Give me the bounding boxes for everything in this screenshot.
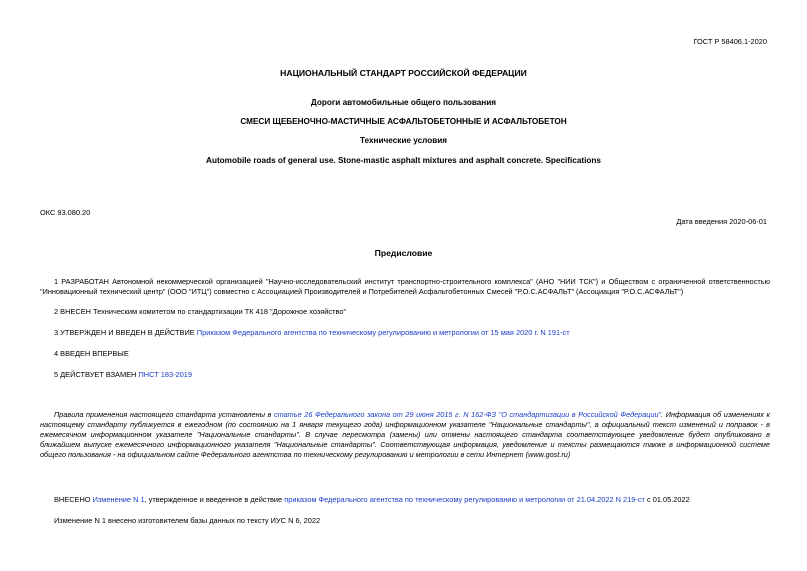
- document-code: ГОСТ Р 58406.1-2020: [693, 37, 767, 46]
- order-191-link[interactable]: Приказом Федерального агентства по техническому регулированию и метрологии от 15 мая 2020 г. N 191-ст: [196, 328, 570, 337]
- foreword-heading: Предисловие: [374, 248, 433, 258]
- amendment-note: [54, 495, 690, 504]
- intro-date: Дата введения 2020-06-01: [676, 217, 767, 226]
- rules-text-1: Правила применения настоящего стандарта установлены в: [54, 410, 274, 419]
- federal-law-link[interactable]: статье 26 Федерального закона от 29 июня 2015 г. N 162-ФЗ "О стандартизации в Российской Федерации": [273, 410, 662, 419]
- standard-heading: НАЦИОНАЛЬНЫЙ СТАНДАРТ РОССИЙСКОЙ ФЕДЕРАЦИИ: [280, 68, 527, 78]
- title-ru-line-1: Дороги автомобильные общего пользования: [310, 98, 497, 107]
- order-219-link[interactable]: приказом Федерального агентства по техническому регулированию и метрологии от 21.04.2022 N 219-ст: [284, 495, 645, 504]
- amend-prefix: ВНЕСЕНО: [54, 495, 93, 504]
- title-ru-line-3: Технические условия: [359, 136, 448, 145]
- pnst-link[interactable]: ПНСТ 183-2019: [138, 370, 192, 379]
- foreword-item-1: 1 РАЗРАБОТАН Автономной некоммерческой организацией "Научно-исследовательский институт транспортно-строительного комплекса" (АНО "НИИ ТСК") и Обществом с ограниченной ответственностью "Инновационный технический центр" (ООО "ИТЦ") совместно с Ассоциацией Производителей и Потребителей Асфальтобетонных Смесей "Р.О.С.АСФАЛЬТ" (Ассоциация "Р.О.С.АСФАЛЬТ"): [40, 277, 770, 296]
- item-3-text: 3 УТВЕРЖДЕН И ВВЕДЕН В ДЕЙСТВИЕ: [54, 328, 197, 337]
- foreword-item-5: [54, 370, 192, 379]
- foreword-item-2: 2 ВНЕСЕН Техническим комитетом по стандартизации ТК 418 "Дорожное хозяйство": [54, 307, 347, 316]
- rules-paragraph: [40, 410, 770, 460]
- amend-suffix: с 01.05.2022: [644, 495, 690, 504]
- item-5-text: 5 ДЕЙСТВУЕТ ВЗАМЕН: [54, 370, 139, 379]
- title-ru-line-2: СМЕСИ ЩЕБЕНОЧНО-МАСТИЧНЫЕ АСФАЛЬТОБЕТОННЫЕ И АСФАЛЬТОБЕТОН: [240, 117, 567, 126]
- amendment-source-note: Изменение N 1 внесено изготовителем базы данных по тексту ИУС N 6, 2022: [54, 516, 321, 525]
- amendment-1-link[interactable]: Изменение N 1: [92, 495, 145, 504]
- foreword-item-4: 4 ВВЕДЕН ВПЕРВЫЕ: [54, 349, 129, 358]
- oks-code: ОКС 93.080.20: [40, 208, 91, 217]
- amend-middle: , утвержденное и введенное в действие: [144, 495, 285, 504]
- rules-text-2: . Информация об изменениях к настоящему стандарту публикуется в ежегодном (по состоянию на 1 января текущего года) информационном указателе "Национальные стандарты", а официальный текст изменений и поправок - в ежемесячном информационном указателе "Национальные стандарты". В случае пересмотра (замены) или отмены настоящего стандарта соответствующее уведомление будет опубликовано в ближайшем выпуске ежемесячного информационного указателя "Национальные стандарты". Соответствующая информация, уведомление и тексты размещаются также в информационной системе общего пользования - на официальном сайте Федерального агентства по техническому регулированию и метрологии в сети Интернет (www.gost.ru): [40, 410, 770, 459]
- title-en: Automobile roads of general use. Stone-mastic asphalt mixtures and asphalt concrete. Specifications: [206, 156, 601, 165]
- foreword-item-3: [54, 328, 570, 337]
